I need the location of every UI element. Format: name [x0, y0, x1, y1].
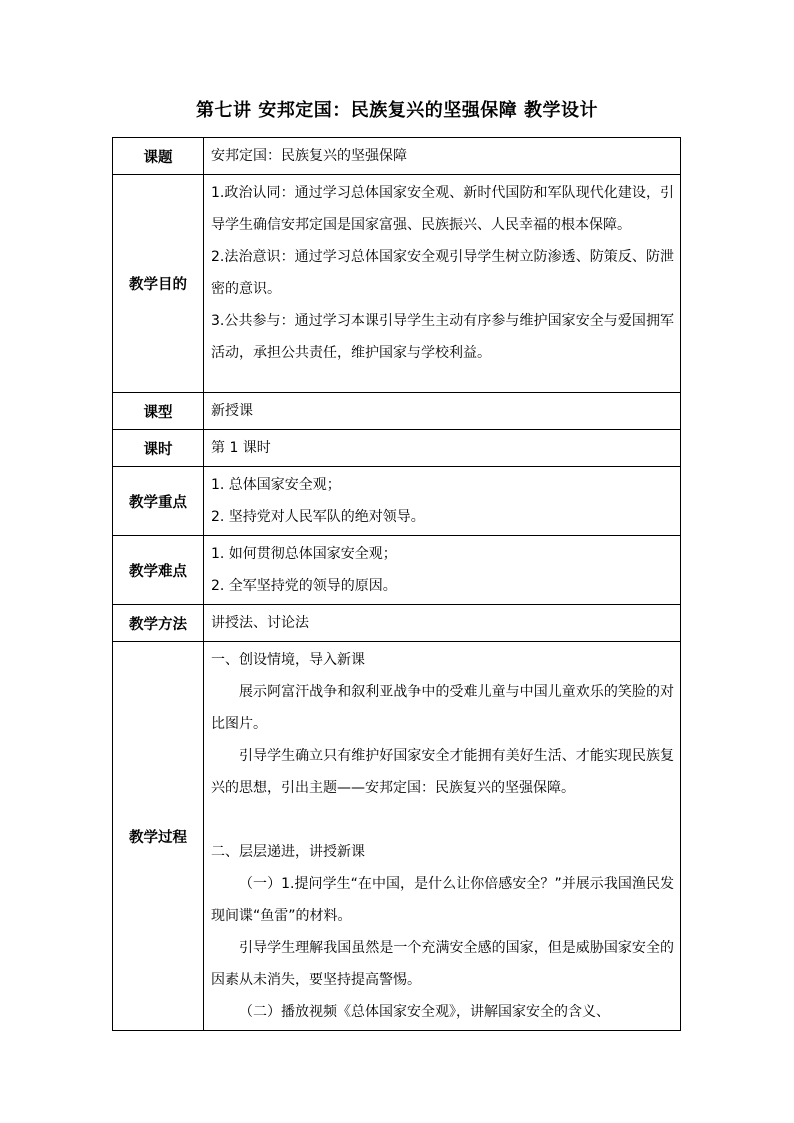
row-label-type: 课型 — [113, 393, 204, 430]
row-label-hours: 课时 — [113, 430, 204, 467]
lesson-plan-table — [112, 137, 681, 1031]
key-points-value — [204, 467, 681, 536]
topic-value — [204, 138, 681, 175]
process-paragraph: （二）播放视频《总体国家安全观》，讲解国家安全的含义、 — [239, 1004, 610, 1020]
process-paragraph: （一）1.提问学生“在中国，是什么让你倍感安全？”并展示我国渔民发现间谍“鱼雷”的材料。 — [211, 876, 674, 924]
table-row-difficulties — [113, 536, 681, 605]
table-row-objectives — [113, 175, 681, 393]
row-label-methods: 教学方法 — [113, 605, 204, 642]
row-label-objectives: 教学目的 — [113, 175, 204, 393]
process-paragraph: 展示阿富汗战争和叙利亚战争中的受难儿童与中国儿童欢乐的笑脸的对比图片。 — [211, 684, 674, 732]
type-value — [204, 393, 681, 430]
row-label-difficulties: 教学难点 — [113, 536, 204, 605]
topic-text: 安邦定国：民族复兴的坚强保障 — [211, 148, 407, 164]
blank-line — [211, 804, 674, 836]
key-point-item: 2. 坚持党对人民军队的绝对领导。 — [211, 509, 425, 525]
section-heading: 一、创设情境，导入新课 — [211, 652, 365, 668]
page-title: 第七讲 安邦定国：民族复兴的坚强保障 教学设计 — [195, 100, 599, 121]
table-row-type — [113, 393, 681, 430]
row-label-topic: 课题 — [113, 138, 204, 175]
objective-item: 1.政治认同：通过学习总体国家安全观、新时代国防和军队现代化建设，引导学生确信安邦定国是国家富强、民族振兴、人民幸福的根本保障。 — [211, 185, 674, 233]
objectives-value — [204, 175, 681, 393]
process-paragraph: 引导学生理解我国虽然是一个充满安全感的国家，但是威胁国家安全的因素从未消失，要坚持提高警惕。 — [211, 940, 674, 988]
table-row-topic — [113, 138, 681, 175]
type-text: 新授课 — [211, 403, 253, 419]
difficulty-item: 1. 如何贯彻总体国家安全观； — [211, 546, 397, 562]
hours-text: 第 1 课时 — [211, 440, 271, 456]
methods-text: 讲授法、讨论法 — [211, 615, 309, 631]
difficulty-item: 2. 全军坚持党的领导的原因。 — [211, 578, 397, 594]
table-row-key-points — [113, 467, 681, 536]
process-value — [204, 642, 681, 1031]
objective-item: 2.法治意识：通过学习总体国家安全观引导学生树立防渗透、防策反、防泄密的意识。 — [211, 249, 674, 297]
process-paragraph: 引导学生确立只有维护好国家安全才能拥有美好生活、才能实现民族复兴的思想，引出主题——安邦定国：民族复兴的坚强保障。 — [211, 748, 674, 796]
table-row-methods — [113, 605, 681, 642]
section-heading: 二、层层递进，讲授新课 — [211, 844, 365, 860]
row-label-process: 教学过程 — [113, 642, 204, 1031]
hours-value — [204, 430, 681, 467]
row-label-key-points: 教学重点 — [113, 467, 204, 536]
table-row-process — [113, 642, 681, 1031]
methods-value — [204, 605, 681, 642]
objective-item: 3.公共参与：通过学习本课引导学生主动有序参与维护国家安全与爱国拥军活动，承担公共责任，维护国家与学校利益。 — [211, 313, 674, 361]
key-point-item: 1. 总体国家安全观； — [211, 477, 341, 493]
difficulties-value — [204, 536, 681, 605]
table-row-hours — [113, 430, 681, 467]
